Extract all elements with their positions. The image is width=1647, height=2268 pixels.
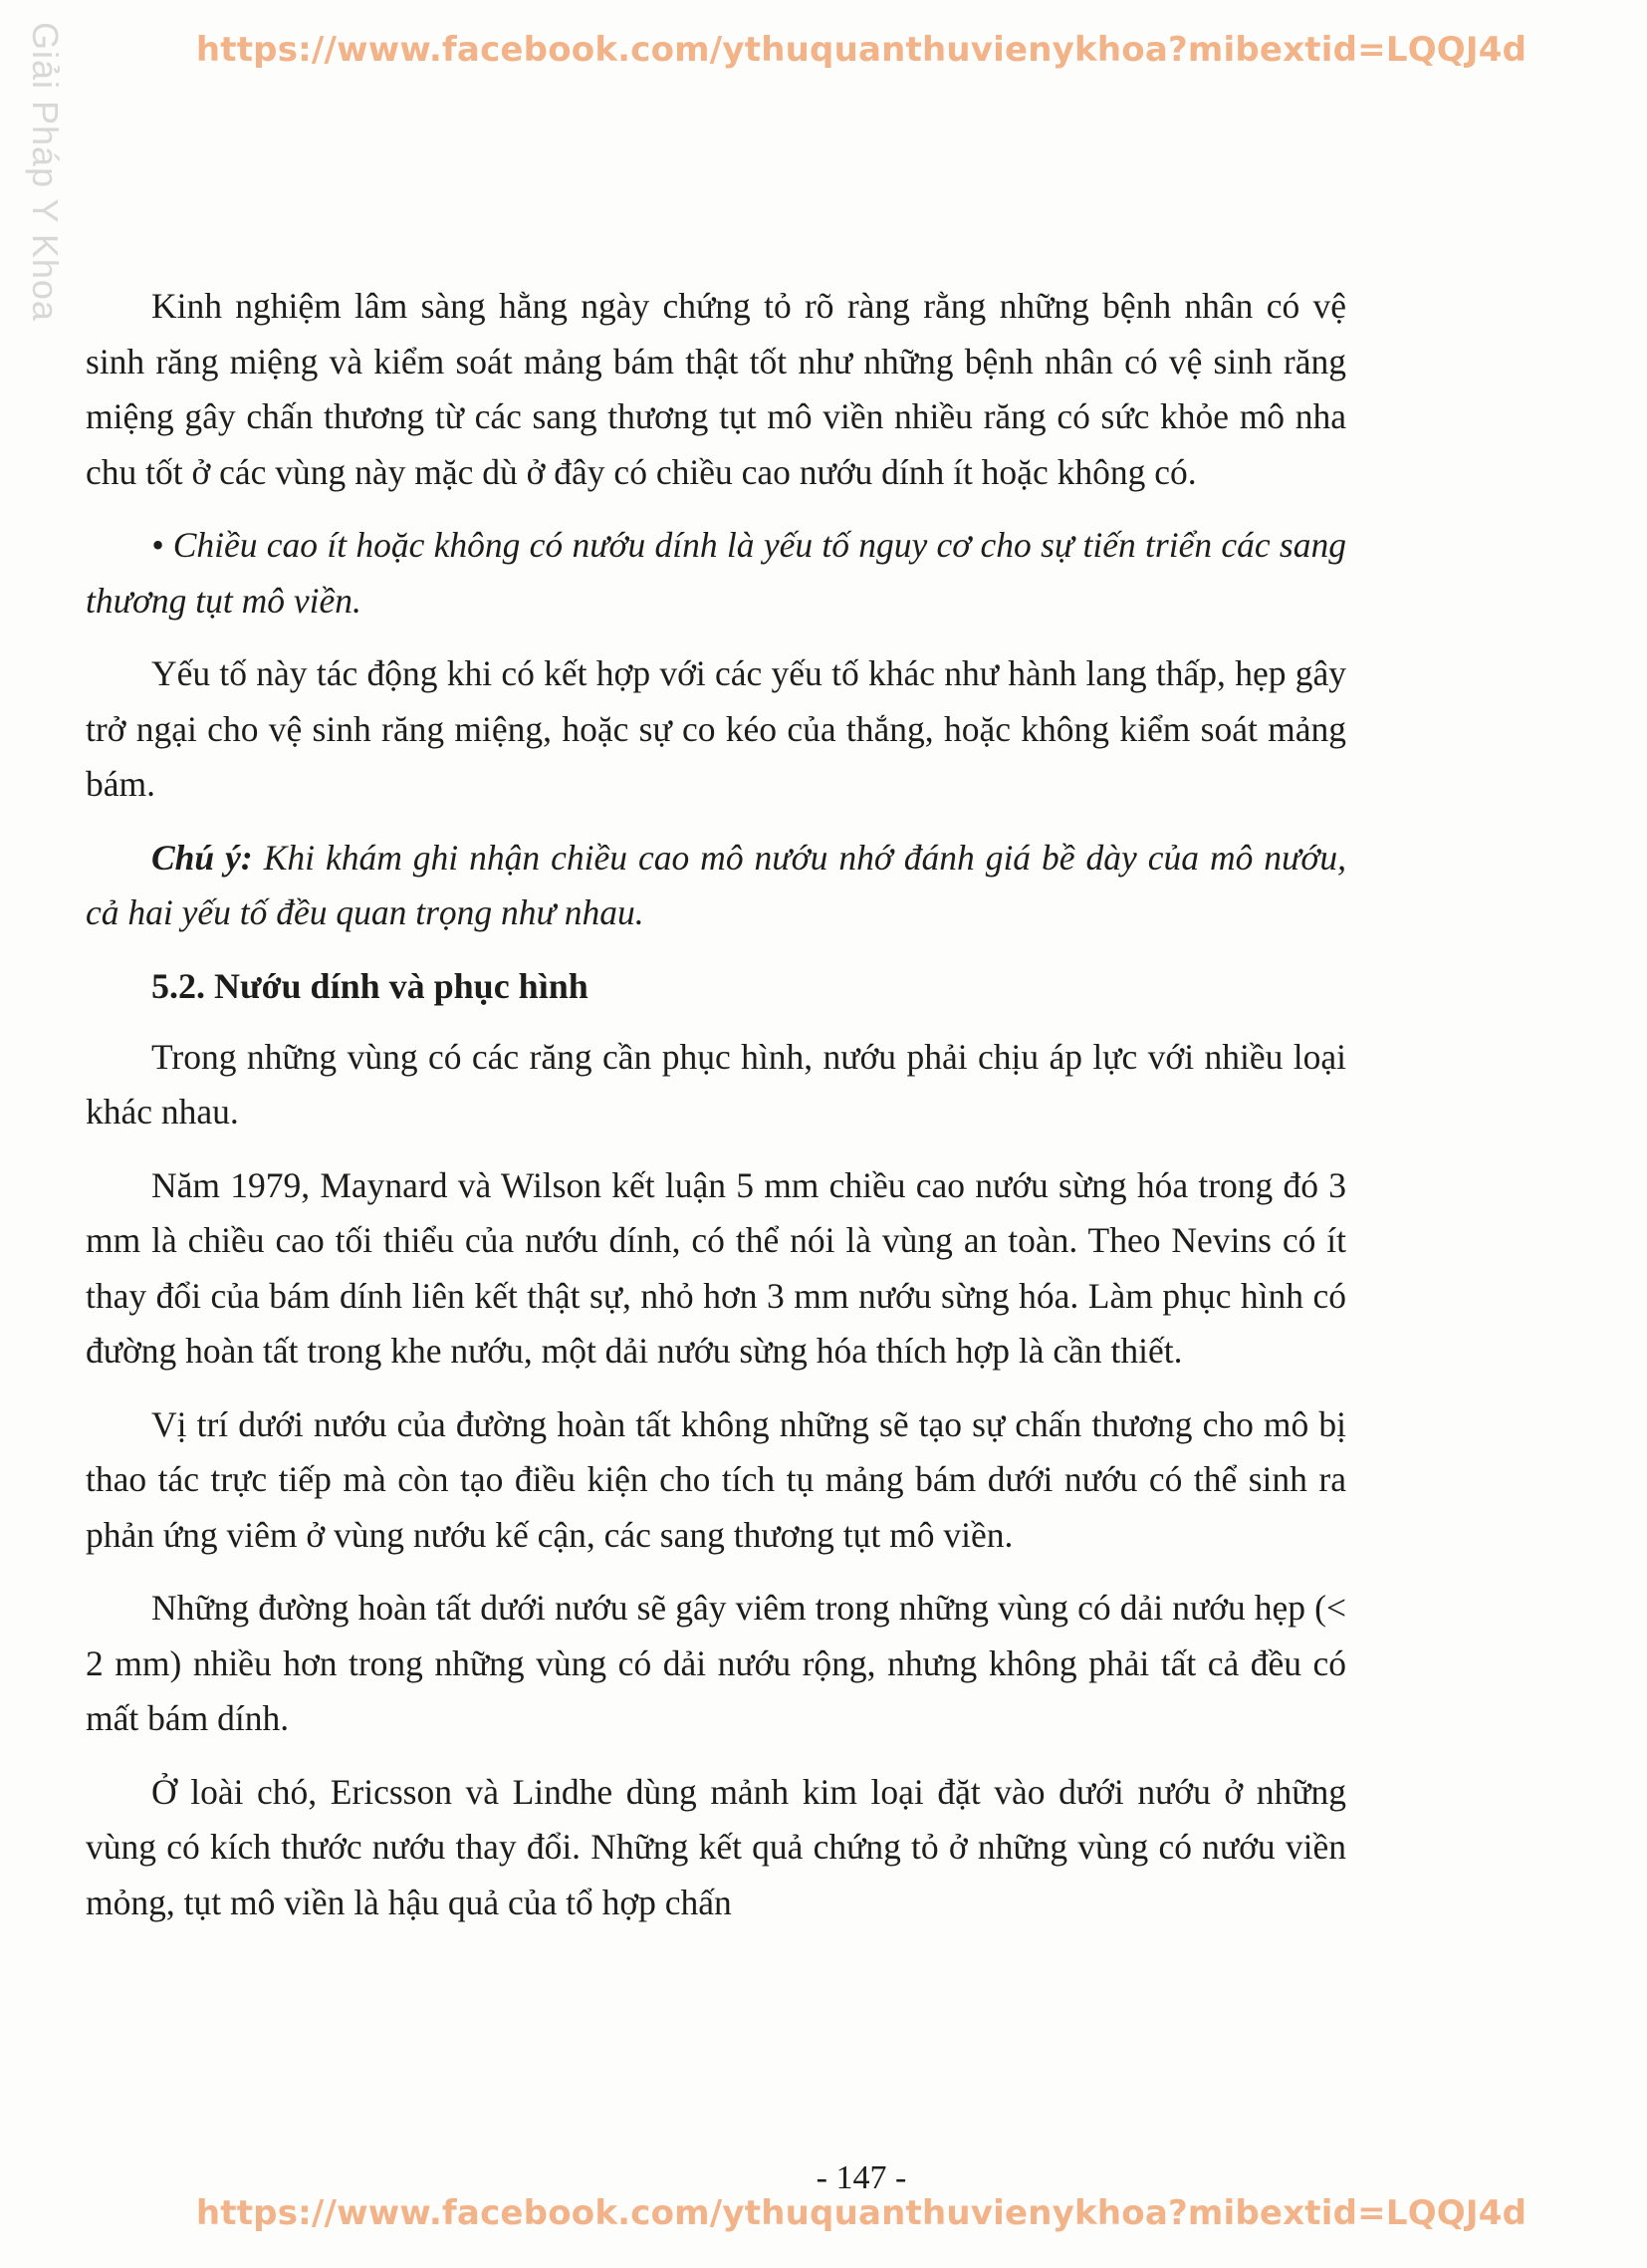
paragraph-4: Năm 1979, Maynard và Wilson kết luận 5 mm chiều cao nướu sừng hóa trong đó 3 mm là chiều cao tối thiểu của nướu dính, có thể nói là vùng an toàn. Theo Nevins có ít thay đổi của bám dính liên kết thật sự, nhỏ hơn 3 mm nướu sừng hóa. Làm phục hình có đường hoàn tất trong khe nướu, một dải nướu sừng hóa thích hợp là cần thiết. <box>86 1164 1346 1371</box>
note-label: Chú ý: <box>151 837 253 878</box>
note-text: Khi khám ghi nhận chiều cao mô nướu nhớ đánh giá bề dày của mô nướu, cả hai yếu tố đều quan trọng như nhau. <box>86 837 1346 932</box>
page-number: - 147 - <box>816 2159 907 2196</box>
bottom-url-watermark[interactable]: https://www.facebook.com/ythuquanthuvienykhoa?mibextid=LQQJ4d <box>195 2193 1528 2233</box>
page-content <box>86 279 1346 1948</box>
paragraph-3: Trong những vùng có các răng cần phục hình, nướu phải chịu áp lực với nhiều loại khác nhau. <box>86 1036 1346 1132</box>
section-heading: 5.2. Nướu dính và phục hình <box>151 965 588 1006</box>
paragraph-6: Những đường hoàn tất dưới nướu sẽ gây viêm trong những vùng có dải nướu hẹp (< 2 mm) nhiều hơn trong những vùng có dải nướu rộng, nhưng không phải tất cả đều có mất bám dính. <box>86 1588 1346 1738</box>
paragraph-5: Vị trí dưới nướu của đường hoàn tất không những sẽ tạo sự chấn thương cho mô bị thao tác trực tiếp mà còn tạo điều kiện cho tích tụ mảng bám dưới nướu có thể sinh ra phản ứng viêm ở vùng nướu kế cận, các sang thương tụt mô viền. <box>86 1403 1346 1555</box>
paragraph-7: Ở loài chó, Ericsson và Lindhe dùng mảnh kim loại đặt vào dưới nướu ở những vùng có kích thước nướu thay đổi. Những kết quả chứng tỏ ở những vùng có nướu viền mỏng, tụt mô viền là hậu quả của tổ hợp chấn <box>86 1771 1346 1922</box>
top-url-watermark[interactable]: https://www.facebook.com/ythuquanthuvienykhoa?mibextid=LQQJ4d <box>195 30 1528 70</box>
paragraph-1: Kinh nghiệm lâm sàng hằng ngày chứng tỏ rõ ràng rằng những bệnh nhân có vệ sinh răng miệng và kiểm soát mảng bám thật tốt như những bệnh nhân có vệ sinh răng miệng gây chấn thương từ các sang thương tụt mô viền nhiều răng có sức khỏe mô nha chu tốt ở các vùng này mặc dù ở đây có chiều cao nướu dính ít hoặc không có. <box>86 286 1346 492</box>
paragraph-2: Yếu tố này tác động khi có kết hợp với các yếu tố khác như hành lang thấp, hẹp gây trở ngại cho vệ sinh răng miệng, hoặc sự co kéo của thắng, hoặc không kiểm soát mảng bám. <box>86 653 1346 804</box>
note-paragraph <box>86 831 1346 941</box>
side-watermark: Giải Pháp Y Khoa <box>25 22 66 322</box>
bullet-paragraph: • Chiều cao ít hoặc không có nướu dính là yếu tố nguy cơ cho sự tiến triển các sang thương tụt mô viền. <box>86 525 1346 621</box>
